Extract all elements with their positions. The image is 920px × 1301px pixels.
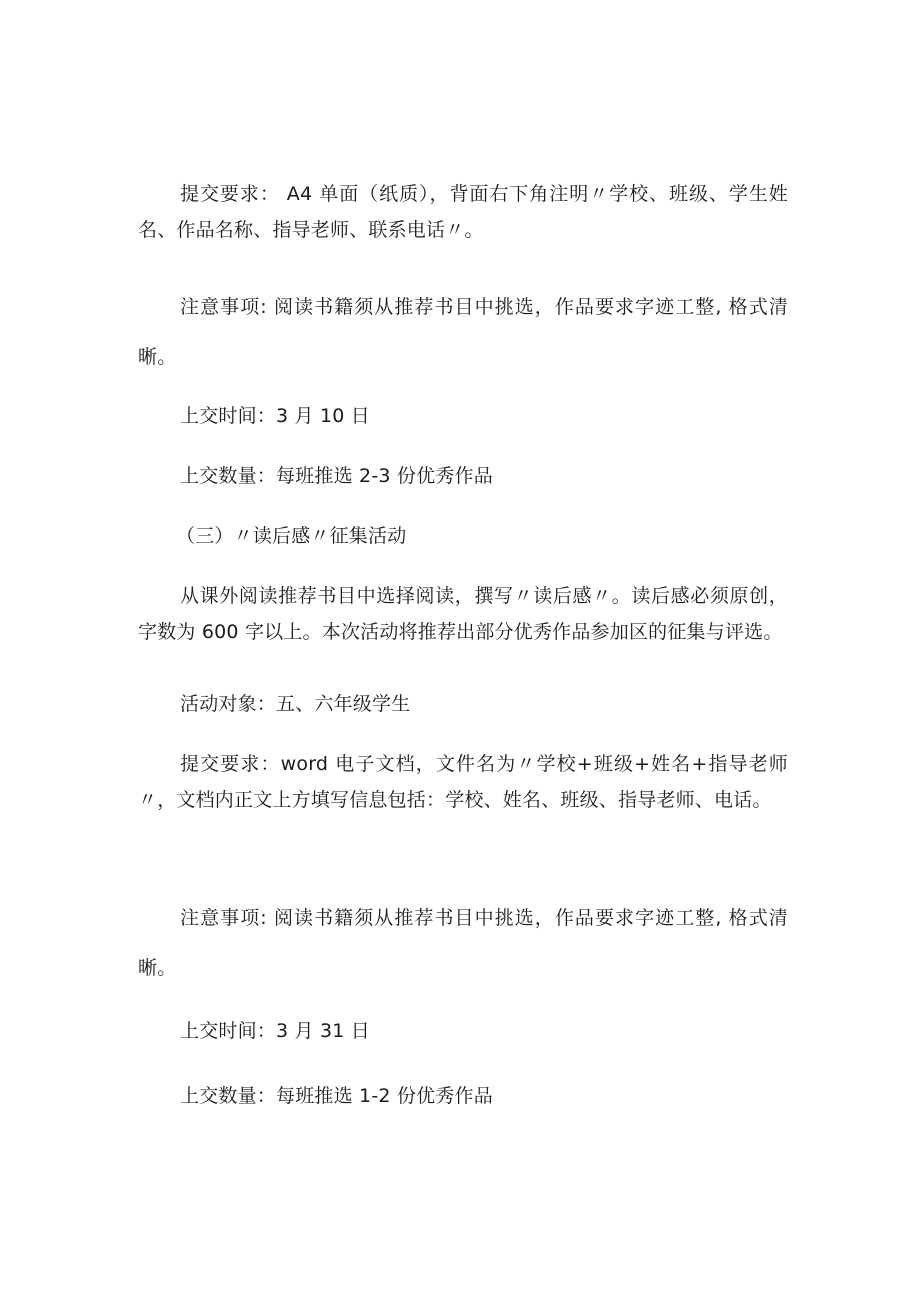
paragraph-notes-2: 注意事项: 阅读书籍须从推荐书目中挑选，作品要求字迹工整, 格式清晰。 xyxy=(138,907,788,979)
paragraph-target-audience: 活动对象：五、六年级学生 xyxy=(180,693,411,715)
paragraph-submission-requirements-paper: 提交要求： A4 单面（纸质），背面右下角注明〃学校、班级、学生姓名、作品名称、指导老师、联系电话〃。 xyxy=(138,183,788,241)
paragraph-deadline-1: 上交时间：3 月 10 日 xyxy=(180,405,370,427)
paragraph-reading-reflection-intro: 从课外阅读推荐书目中选择阅读，撰写〃读后感〃。读后感必须原创，字数为 600 字以上。本次活动将推荐出部分优秀作品参加区的征集与评选。 xyxy=(138,585,788,643)
section-heading-reading-reflection: （三）〃读后感〃征集活动 xyxy=(176,525,407,547)
paragraph-submission-requirements-digital: 提交要求：word 电子文档，文件名为〃学校+班级+姓名+指导老师〃，文档内正文上方填写信息包括：学校、姓名、班级、指导老师、电话。 xyxy=(138,753,788,811)
paragraph-deadline-2: 上交时间：3 月 31 日 xyxy=(180,1020,370,1042)
paragraph-notes-1: 注意事项: 阅读书籍须从推荐书目中挑选，作品要求字迹工整, 格式清晰。 xyxy=(138,296,788,368)
paragraph-quantity-1: 上交数量：每班推选 2-3 份优秀作品 xyxy=(180,465,493,487)
paragraph-quantity-2: 上交数量：每班推选 1-2 份优秀作品 xyxy=(180,1085,493,1107)
